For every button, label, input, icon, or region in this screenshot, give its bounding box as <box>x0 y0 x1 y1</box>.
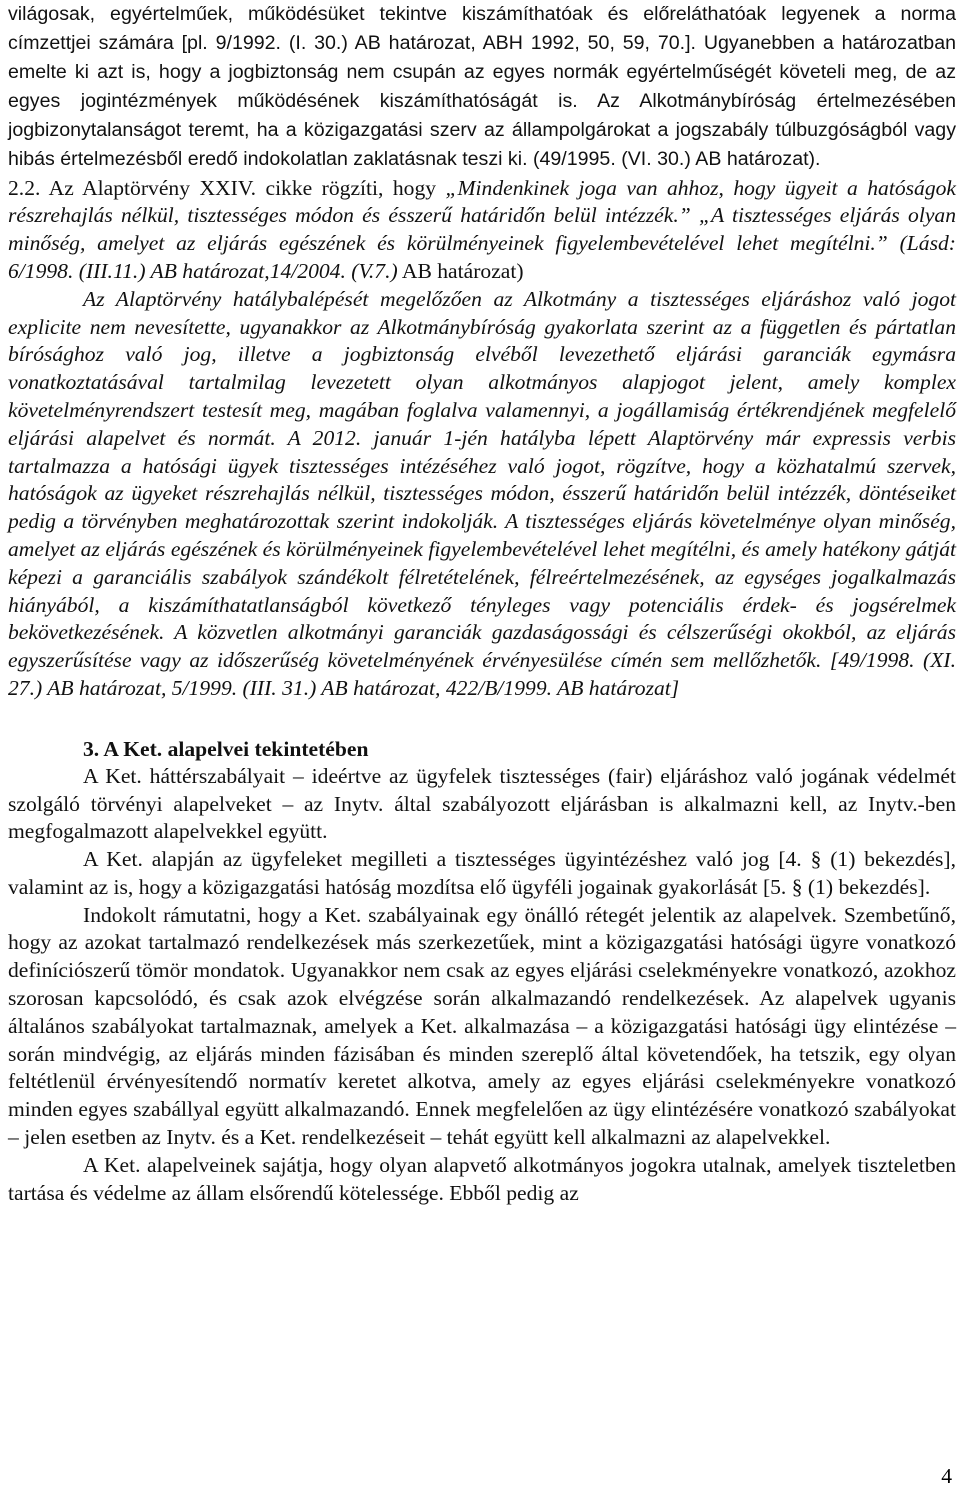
intro-paragraph: világosak, egyértelműek, működésüket tekintve kiszámíthatóak és előreláthatóak legyenek a norma címzettjei számára [pl. 9/1992. (I. 30.) AB határozat, ABH 1992, 50, 59, 70.]. Ugyanebben a határozatban emelte ki azt is, hogy a jogbiztonság nem csupán az egyes normák egyértelműségét követeli meg, de az egyes jogintézmények működésének kiszámíthatóságát is. Az Alkotmánybíróság értelmezésében jogbizonytalanságot teremt, ha a közigazgatási szerv az állampolgárokat a jogszabály túlbuzgóságból vagy hibás értelmezésből eredő indokolatlan zaklatásnak teszi ki. (49/1995. (VI. 30.) AB határozat). <box>8 3 956 171</box>
ket-paragraph-1: A Ket. háttérszabályait – ideértve az ügyfelek tisztességes (fair) eljáráshoz való jogának védelmét szolgáló törvényi alapelveket – az Inytv. által szabályozott eljárásban is alkalmazni kell, az Inytv.-ben megfogalmazott alapelvekkel együtt. <box>8 763 956 844</box>
page-number: 4 <box>941 1464 952 1488</box>
ket-paragraph-3: Indokolt rámutatni, hogy a Ket. szabályainak egy önálló rétegét jelentik az alapelvek. Szembetűnő, hogy az azokat tartalmazó rendelkezések más szerkezetűek, mint a közigazgatási hatósági ügyre vonatkozó definíciószerű tömör mondatok. Ugyanakkor nem csak az egyes eljárási cselekményekre vonatkozó, azokhoz szorosan kapcsolódó, és csak azok elvégzése során alkalmazandó rendelkezések. Az alapelvek ugyanis általános szabályokat tartalmaznak, amelyek a Ket. alkalmazása – a közigazgatási hatósági ügy elintézése – során mindvégig, az eljárás minden fázisában és minden szereplő által követendőek, ha tetszik, egy olyan feltétlenül érvényesítendő normatív keretet alkotva, amely az egyes eljárási cselekményekre vonatkozó minden egyes szabállyal együtt alkalmazandó. Ennek megfelelően az ügy elintézésére vonatkozó szabályokat – jelen esetben az Inytv. és a Ket. rendelkezéseit – tehát együtt kell alkalmazni az alapelvekkel. <box>8 902 956 1150</box>
section-2-2-paragraph <box>8 175 956 286</box>
ket-paragraph-4: A Ket. alapelveinek sajátja, hogy olyan alapvető alkotmányos jogokra utalnak, amelyek tiszteletben tartása és védelme az állam elsőrendű kötelessége. Ebből pedig az <box>8 1152 956 1205</box>
ket-paragraph-2: A Ket. alapján az ügyfeleket megilleti a tisztességes ügyintézéshez való jog [4. § (1) bekezdés], valamint az is, hogy a közigazgatási hatóság mozdítsa elő ügyféli jogainak gyakorlását [5. § (1) bekezdés]. <box>8 847 956 899</box>
section-3-heading: 3. A Ket. alapelvei tekintetében <box>83 736 369 761</box>
section-2-2-tail: AB határozat) <box>397 258 524 283</box>
section-2-2-quote: „Mindenkinek joga van ahhoz, hogy ügyeit a hatóságok részrehajlás nélkül, tisztességes módon és ésszerű határidőn belül intézzék.” „A tisztességes eljárás olyan minőség, amelyet az eljárás egészének és körülményeinek figyelembevételével lehet megítélni.” (Lásd: 6/1998. (III.11.) AB határozat,14/2004. (V.7.) <box>8 175 957 283</box>
alaptorveny-paragraph: Az Alaptörvény hatálybalépését megelőzően az Alkotmány a tisztességes eljáráshoz való jogot explicite nem nevesítette, ugyanakkor az Alkotmánybíróság gyakorlata szerint az a független és pártatlan bírósághoz való jog, illetve a jogbiztonság elvéből levezethető eljárási garanciák egymásra vonatkoztatásával tartalmilag levezetett olyan alkotmányos alapjogot jelent, amely komplex követelményrendszert testesít meg, magában foglalva valamennyi, a jogállamiság értékrendjének megfelelő eljárási alapelvet és normát. A 2012. január 1-jén hatályba lépett Alaptörvény már expressis verbis tartalmazza a hatósági ügyek tisztességes intézéséhez való jogot, rögzítve, hogy a közhatalmú szervek, hatóságok az ügyeket részrehajlás nélkül, tisztességes módon, ésszerű határidőn belül intézzék, döntéseiket pedig a törvényben meghatározottak szerint indokolják. A tisztességes eljárás követelménye olyan minőség, amelyet az eljárás egészének és körülményeinek figyelembevételével lehet megítélni, és amely hatékony gátját képezi a garanciális szabályok szándékolt félretételének, félreértelmezésének, az egységes jogalkalmazás hiányából, a kiszámíthatatlanságból következő tényleges vagy potenciális érdek- és jogsérelmek bekövetkezésének. A közvetlen alkotmányi garanciák gazdaságossági és célszerűségi okokból, az eljárás egyszerűsítése vagy az időszerűség követelményének érvényesülése címén sem mellőzhetők. [49/1998. (XI. 27.) AB határozat, 5/1999. (III. 31.) AB határozat, 422/B/1999. AB határozat] <box>8 286 956 700</box>
section-2-2-lead: 2.2. Az Alaptörvény XXIV. cikke rögzíti, hogy <box>8 175 446 200</box>
document-page <box>8 0 956 1207</box>
